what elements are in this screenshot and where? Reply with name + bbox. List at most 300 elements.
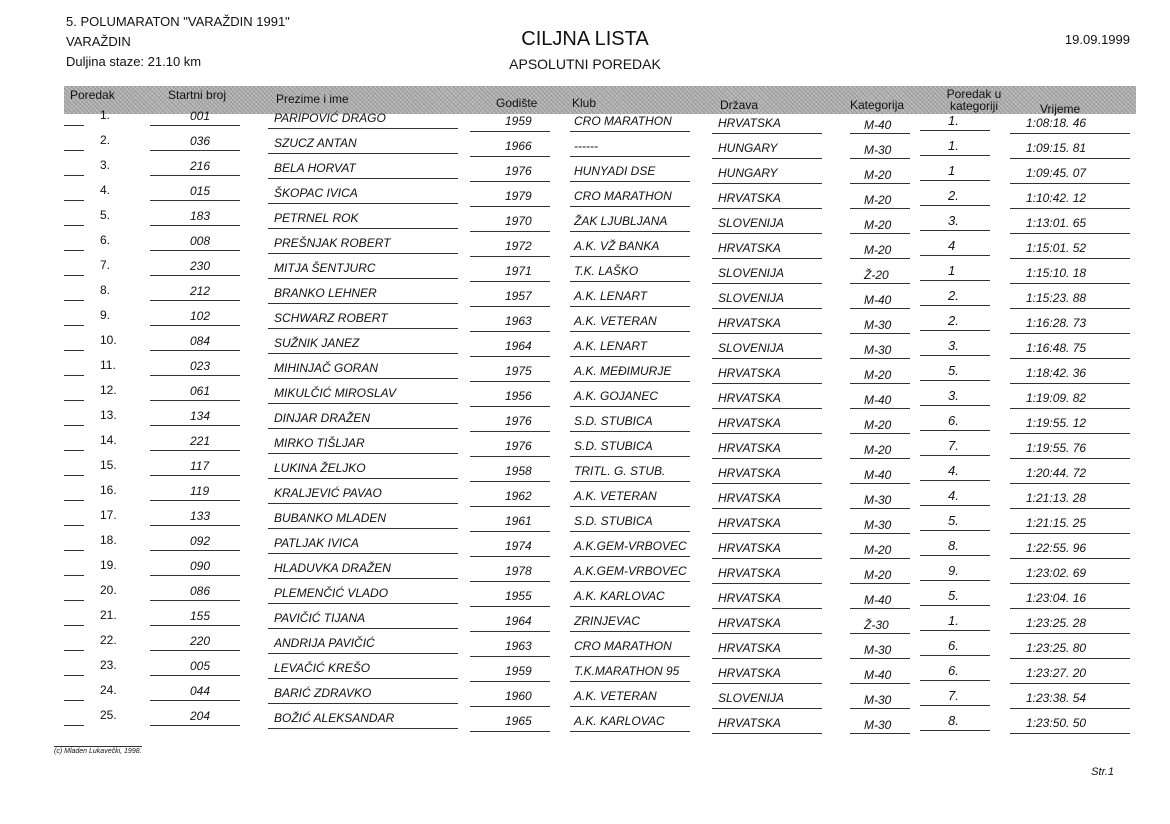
- cell-rank: 16.: [100, 483, 117, 497]
- cell-year: 1966: [505, 139, 532, 153]
- cell-time: 1:23:27. 20: [1026, 666, 1087, 680]
- row-underline: [470, 731, 550, 732]
- cell-time: 1:18:42. 36: [1026, 366, 1087, 380]
- cell-name: MIRKO TIŠLJAR: [274, 436, 365, 450]
- cell-rank: 21.: [100, 608, 117, 622]
- cell-category-rank: 7.: [948, 438, 959, 453]
- cell-category: M-20: [864, 218, 892, 232]
- cell-category: M-20: [864, 418, 892, 432]
- cell-time: 1:13:01. 65: [1026, 216, 1087, 230]
- cell-rank: 13.: [100, 408, 117, 422]
- row-underline: [920, 580, 990, 581]
- table-row: [0, 583, 1170, 608]
- row-underline: [920, 455, 990, 456]
- course-distance: Duljina staze: 21.10 km: [66, 54, 202, 69]
- cell-club: A.K.GEM-VRBOVEC: [574, 564, 687, 578]
- cell-category: M-30: [864, 643, 892, 657]
- row-underline: [150, 425, 240, 426]
- table-row: [0, 183, 1170, 208]
- column-header-category: Kategorija: [850, 98, 905, 112]
- row-underline: [64, 325, 84, 326]
- row-underline: [570, 331, 690, 332]
- cell-rank: 3.: [100, 158, 111, 172]
- table-row: [0, 458, 1170, 483]
- cell-name: LEVAČIĆ KREŠO: [274, 661, 371, 675]
- column-header-country: Država: [720, 98, 759, 112]
- row-underline: [268, 353, 458, 354]
- row-underline: [64, 250, 84, 251]
- cell-category-rank: 3.: [948, 338, 959, 353]
- row-underline: [268, 378, 458, 379]
- cell-country: HRVATSKA: [718, 191, 781, 205]
- row-underline: [570, 306, 690, 307]
- cell-club: T.K. LAŠKO: [574, 264, 639, 278]
- column-header-name: Prezime i ime: [276, 92, 349, 106]
- row-underline: [150, 325, 240, 326]
- row-underline: [268, 303, 458, 304]
- row-underline: [920, 505, 990, 506]
- cell-name: PAVIČIĆ TIJANA: [274, 611, 366, 625]
- cell-bib: 086: [190, 584, 211, 598]
- cell-category: M-30: [864, 143, 892, 157]
- row-underline: [570, 706, 690, 707]
- row-underline: [150, 450, 240, 451]
- cell-category: M-30: [864, 693, 892, 707]
- cell-category: M-20: [864, 243, 892, 257]
- cell-category: Ž-30: [864, 618, 889, 632]
- cell-time: 1:20:44. 72: [1026, 466, 1087, 480]
- row-underline: [150, 550, 240, 551]
- cell-category-rank: 1.: [948, 138, 959, 153]
- cell-time: 1:16:28. 73: [1026, 316, 1087, 330]
- cell-bib: 044: [190, 684, 211, 698]
- row-underline: [1010, 733, 1130, 734]
- row-underline: [150, 150, 240, 151]
- cell-club: A.K. VETERAN: [574, 689, 657, 703]
- row-underline: [570, 556, 690, 557]
- cell-category: M-20: [864, 193, 892, 207]
- cell-country: HRVATSKA: [718, 466, 781, 480]
- row-underline: [64, 525, 84, 526]
- cell-club: CRO MARATHON: [574, 114, 672, 128]
- row-underline: [570, 406, 690, 407]
- row-underline: [920, 605, 990, 606]
- row-underline: [570, 156, 690, 157]
- cell-name: BRANKO LEHNER: [274, 286, 377, 300]
- cell-year: 1971: [505, 264, 532, 278]
- table-row: [0, 333, 1170, 358]
- cell-name: MIHINJAČ GORAN: [274, 361, 379, 375]
- cell-year: 1962: [505, 489, 532, 503]
- row-underline: [64, 175, 84, 176]
- row-underline: [268, 228, 458, 229]
- cell-category: M-20: [864, 168, 892, 182]
- cell-rank: 10.: [100, 333, 117, 347]
- row-underline: [470, 281, 550, 282]
- cell-category: M-40: [864, 293, 892, 307]
- row-underline: [64, 500, 84, 501]
- cell-time: 1:23:02. 69: [1026, 566, 1087, 580]
- row-underline: [64, 225, 84, 226]
- row-underline: [268, 278, 458, 279]
- cell-name: PREŠNJAK ROBERT: [274, 236, 391, 250]
- cell-country: HRVATSKA: [718, 391, 781, 405]
- row-underline: [920, 280, 990, 281]
- row-underline: [64, 625, 84, 626]
- row-underline: [268, 328, 458, 329]
- table-row: [0, 358, 1170, 383]
- cell-year: 1964: [505, 614, 532, 628]
- row-underline: [150, 250, 240, 251]
- table-row: [0, 283, 1170, 308]
- cell-category-rank: 6.: [948, 638, 959, 653]
- row-underline: [570, 356, 690, 357]
- cell-time: 1:23:38. 54: [1026, 691, 1087, 705]
- row-underline: [470, 656, 550, 657]
- row-underline: [570, 681, 690, 682]
- row-underline: [920, 330, 990, 331]
- cell-category: M-20: [864, 543, 892, 557]
- cell-category: M-30: [864, 518, 892, 532]
- row-underline: [268, 703, 458, 704]
- row-underline: [570, 256, 690, 257]
- row-underline: [920, 155, 990, 156]
- row-underline: [920, 355, 990, 356]
- row-underline: [268, 628, 458, 629]
- row-underline: [570, 606, 690, 607]
- cell-time: 1:23:25. 28: [1026, 616, 1087, 630]
- cell-year: 1964: [505, 339, 532, 353]
- cell-rank: 17.: [100, 508, 117, 522]
- cell-year: 1961: [505, 514, 532, 528]
- row-underline: [920, 530, 990, 531]
- cell-name: KRALJEVIĆ PAVAO: [274, 486, 382, 500]
- row-underline: [64, 125, 84, 126]
- column-header-year: Godište: [496, 96, 538, 110]
- row-underline: [470, 606, 550, 607]
- cell-club: A.K. LENART: [574, 289, 648, 303]
- cell-bib: 008: [190, 234, 211, 248]
- row-underline: [470, 581, 550, 582]
- cell-category-rank: 8.: [948, 538, 959, 553]
- cell-year: 1976: [505, 164, 532, 178]
- row-underline: [64, 725, 84, 726]
- table-row: [0, 233, 1170, 258]
- row-underline: [268, 128, 458, 129]
- table-row: [0, 533, 1170, 558]
- cell-rank: 4.: [100, 183, 111, 197]
- cell-name: SUŽNIK JANEZ: [274, 336, 360, 350]
- row-underline: [268, 528, 458, 529]
- cell-time: 1:09:15. 81: [1026, 141, 1087, 155]
- cell-bib: 001: [190, 109, 211, 123]
- row-underline: [268, 728, 458, 729]
- row-underline: [470, 406, 550, 407]
- row-underline: [920, 380, 990, 381]
- row-underline: [712, 733, 822, 734]
- row-underline: [268, 603, 458, 604]
- row-underline: [64, 650, 84, 651]
- cell-country: SLOVENIJA: [718, 291, 785, 305]
- cell-year: 1957: [505, 289, 532, 303]
- cell-rank: 8.: [100, 283, 111, 297]
- row-underline: [150, 200, 240, 201]
- row-underline: [920, 655, 990, 656]
- cell-category-rank: 2.: [948, 313, 959, 328]
- row-underline: [470, 506, 550, 507]
- row-underline: [268, 428, 458, 429]
- cell-time: 1:15:23. 88: [1026, 291, 1087, 305]
- row-underline: [570, 206, 690, 207]
- row-underline: [150, 475, 240, 476]
- cell-rank: 11.: [100, 358, 116, 372]
- row-underline: [470, 306, 550, 307]
- cell-club: A.K. VETERAN: [574, 489, 657, 503]
- row-underline: [64, 275, 84, 276]
- table-row: [0, 133, 1170, 158]
- cell-bib: 133: [190, 509, 211, 523]
- cell-time: 1:23:25. 80: [1026, 641, 1087, 655]
- cell-category: M-40: [864, 393, 892, 407]
- cell-year: 1974: [505, 539, 532, 553]
- cell-rank: 12.: [100, 383, 117, 397]
- cell-club: S.D. STUBICA: [574, 514, 653, 528]
- row-underline: [920, 205, 990, 206]
- row-underline: [570, 181, 690, 182]
- cell-category-rank: 1: [948, 263, 956, 278]
- row-underline: [470, 231, 550, 232]
- cell-year: 1963: [505, 314, 532, 328]
- cell-category-rank: 2.: [948, 188, 959, 203]
- table-row: [0, 558, 1170, 583]
- cell-category: M-30: [864, 493, 892, 507]
- cell-category: M-20: [864, 443, 892, 457]
- cell-country: HRVATSKA: [718, 541, 781, 555]
- table-row: [0, 433, 1170, 458]
- cell-name: MIKULČIĆ MIROSLAV: [274, 386, 397, 400]
- cell-category: M-30: [864, 718, 892, 732]
- row-underline: [470, 431, 550, 432]
- row-underline: [150, 300, 240, 301]
- cell-category-rank: 5.: [948, 363, 959, 378]
- cell-country: SLOVENIJA: [718, 691, 785, 705]
- column-header-rank: Poredak: [70, 88, 115, 102]
- cell-category: M-40: [864, 118, 892, 132]
- column-header-club: Klub: [572, 96, 597, 110]
- cell-club: T.K.MARATHON 95: [574, 664, 680, 678]
- row-underline: [64, 425, 84, 426]
- row-underline: [150, 375, 240, 376]
- row-underline: [570, 431, 690, 432]
- row-underline: [268, 453, 458, 454]
- cell-name: SCHWARZ ROBERT: [274, 311, 388, 325]
- row-underline: [150, 700, 240, 701]
- cell-rank: 14.: [100, 433, 117, 447]
- cell-club: A.K. KARLOVAC: [574, 714, 665, 728]
- cell-country: HRVATSKA: [718, 366, 781, 380]
- row-underline: [920, 230, 990, 231]
- cell-category-rank: 8.: [948, 713, 959, 728]
- table-row: [0, 308, 1170, 333]
- cell-category: M-30: [864, 318, 892, 332]
- row-underline: [150, 400, 240, 401]
- row-underline: [268, 553, 458, 554]
- row-underline: [570, 231, 690, 232]
- cell-time: 1:19:09. 82: [1026, 391, 1087, 405]
- cell-time: 1:22:55. 96: [1026, 541, 1087, 555]
- cell-name: ŠKOPAC IVICA: [274, 186, 358, 200]
- cell-year: 1959: [505, 664, 532, 678]
- cell-country: HRVATSKA: [718, 516, 781, 530]
- cell-name: DINJAR DRAŽEN: [274, 411, 371, 425]
- cell-country: HRVATSKA: [718, 441, 781, 455]
- row-underline: [268, 503, 458, 504]
- row-underline: [470, 631, 550, 632]
- cell-club: A.K. MEĐIMURJE: [574, 364, 672, 378]
- cell-name: MITJA ŠENTJURC: [274, 261, 376, 275]
- cell-club: S.D. STUBICA: [574, 414, 653, 428]
- cell-category-rank: 7.: [948, 688, 959, 703]
- race-city: VARAŽDIN: [66, 34, 131, 49]
- cell-time: 1:23:50. 50: [1026, 716, 1087, 730]
- row-underline: [64, 550, 84, 551]
- page-title: CILJNA LISTA: [521, 28, 649, 50]
- cell-time: 1:23:04. 16: [1026, 591, 1087, 605]
- cell-category: M-20: [864, 368, 892, 382]
- cell-year: 1976: [505, 439, 532, 453]
- cell-year: 1955: [505, 589, 532, 603]
- row-underline: [570, 631, 690, 632]
- row-underline: [64, 675, 84, 676]
- cell-name: ANDRIJA PAVIČIĆ: [274, 636, 375, 650]
- cell-bib: 005: [190, 659, 211, 673]
- cell-club: A.K.GEM-VRBOVEC: [574, 539, 687, 553]
- cell-club: A.K. VŽ BANKA: [574, 239, 660, 253]
- column-header-category-rank: Poredak u kategoriji: [946, 87, 1002, 113]
- cell-category-rank: 3.: [948, 213, 959, 228]
- table-row: [0, 708, 1170, 733]
- cell-category-rank: 4: [948, 238, 956, 253]
- row-underline: [470, 706, 550, 707]
- cell-bib: 102: [190, 309, 211, 323]
- column-header-bib: Startni broj: [168, 88, 227, 102]
- cell-rank: 5.: [100, 208, 111, 222]
- cell-bib: 216: [190, 159, 211, 173]
- row-underline: [64, 375, 84, 376]
- cell-country: SLOVENIJA: [718, 266, 785, 280]
- cell-name: BELA HORVAT: [274, 161, 356, 175]
- cell-category-rank: 6.: [948, 663, 959, 678]
- row-underline: [570, 281, 690, 282]
- cell-rank: 24.: [100, 683, 117, 697]
- cell-name: BARIĆ ZDRAVKO: [274, 686, 372, 700]
- cell-bib: 117: [190, 459, 210, 473]
- cell-bib: 092: [190, 534, 211, 548]
- cell-country: HRVATSKA: [718, 666, 781, 680]
- cell-bib: 084: [190, 334, 211, 348]
- row-underline: [470, 481, 550, 482]
- row-underline: [920, 430, 990, 431]
- row-underline: [150, 575, 240, 576]
- row-underline: [64, 600, 84, 601]
- cell-rank: 23.: [100, 658, 117, 672]
- cell-country: SLOVENIJA: [718, 216, 785, 230]
- cell-rank: 9.: [100, 308, 111, 322]
- row-underline: [570, 381, 690, 382]
- cell-category-rank: 5.: [948, 513, 959, 528]
- row-underline: [470, 331, 550, 332]
- row-underline: [470, 356, 550, 357]
- row-underline: [570, 581, 690, 582]
- row-underline: [470, 181, 550, 182]
- row-underline: [850, 733, 910, 734]
- row-underline: [920, 130, 990, 131]
- cell-time: 1:21:13. 28: [1026, 491, 1087, 505]
- cell-bib: 090: [190, 559, 211, 573]
- cell-year: 1978: [505, 564, 532, 578]
- cell-bib: 221: [190, 434, 211, 448]
- cell-name: PARIPOVIĆ DRAGO: [274, 111, 386, 125]
- table-row: [0, 208, 1170, 233]
- cell-bib: 023: [190, 359, 211, 373]
- cell-country: HRVATSKA: [718, 241, 781, 255]
- row-underline: [64, 350, 84, 351]
- row-underline: [268, 178, 458, 179]
- cell-bib: 220: [190, 634, 211, 648]
- race-name: 5. POLUMARATON "VARAŽDIN 1991": [66, 14, 290, 29]
- cell-year: 1960: [505, 689, 532, 703]
- row-underline: [150, 525, 240, 526]
- row-underline: [570, 656, 690, 657]
- cell-name: BOŽIĆ ALEKSANDAR: [274, 711, 395, 725]
- row-underline: [920, 305, 990, 306]
- cell-category-rank: 1: [948, 163, 956, 178]
- row-underline: [268, 153, 458, 154]
- cell-time: 1:19:55. 12: [1026, 416, 1087, 430]
- table-row: [0, 608, 1170, 633]
- row-underline: [268, 653, 458, 654]
- cell-club: CRO MARATHON: [574, 639, 672, 653]
- row-underline: [150, 600, 240, 601]
- row-underline: [570, 531, 690, 532]
- cell-year: 1959: [505, 114, 532, 128]
- cell-country: HRVATSKA: [718, 716, 781, 730]
- cell-country: HRVATSKA: [718, 416, 781, 430]
- cell-club: A.K. KARLOVAC: [574, 589, 665, 603]
- race-date: 19.09.1999: [1064, 32, 1130, 47]
- row-underline: [150, 650, 240, 651]
- cell-category-rank: 6.: [948, 413, 959, 428]
- row-underline: [268, 478, 458, 479]
- row-underline: [64, 200, 84, 201]
- cell-bib: 230: [190, 259, 211, 273]
- cell-category: M-40: [864, 468, 892, 482]
- cell-country: HRVATSKA: [718, 491, 781, 505]
- row-underline: [150, 225, 240, 226]
- cell-club: A.K. GOJANEC: [574, 389, 659, 403]
- row-underline: [570, 131, 690, 132]
- row-underline: [570, 456, 690, 457]
- cell-bib: 134: [190, 409, 211, 423]
- row-underline: [150, 175, 240, 176]
- row-underline: [64, 300, 84, 301]
- cell-country: HUNGARY: [718, 141, 778, 155]
- cell-name: LUKINA ŽELJKO: [274, 461, 366, 475]
- row-underline: [150, 675, 240, 676]
- cell-category-rank: 1.: [948, 613, 959, 628]
- cell-time: 1:10:42. 12: [1026, 191, 1087, 205]
- cell-category: M-20: [864, 568, 892, 582]
